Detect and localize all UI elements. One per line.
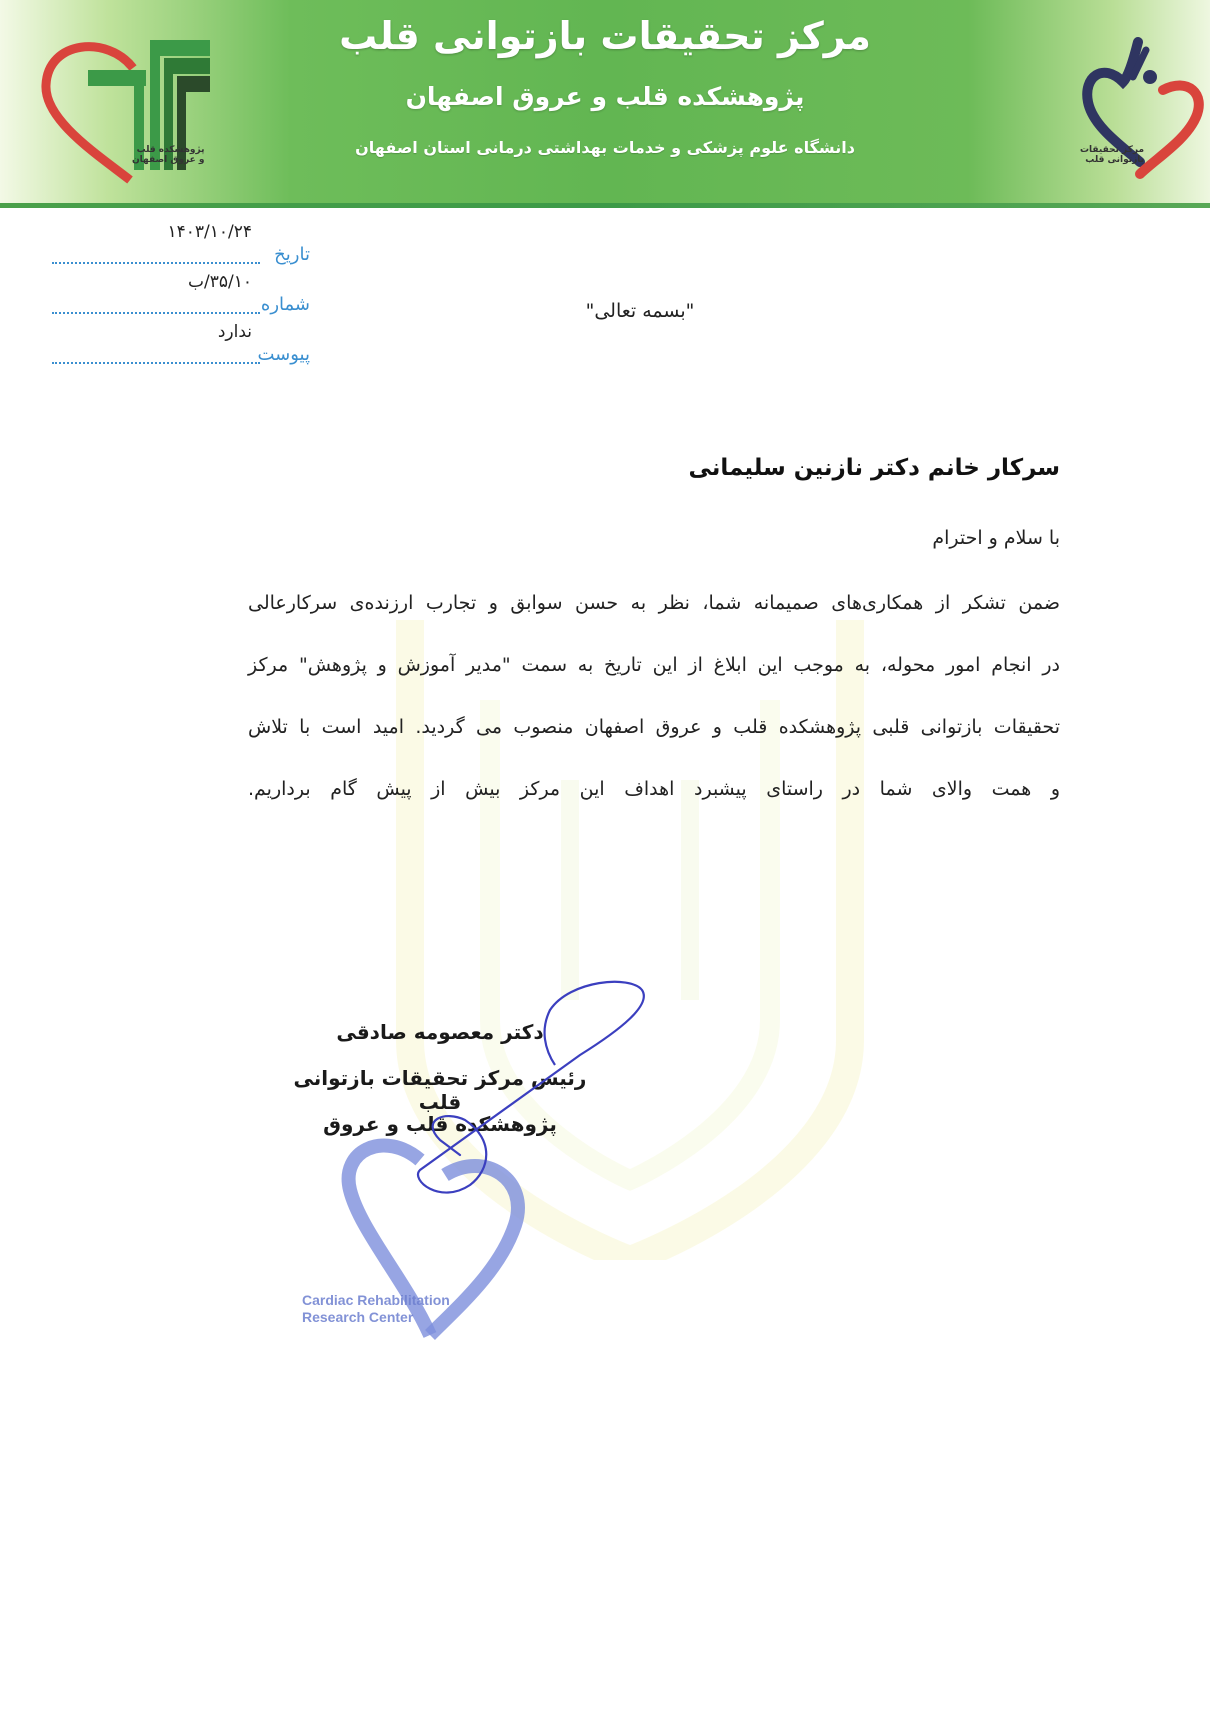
number-value: ۳۵/۱۰/ب	[188, 272, 252, 292]
isfahan-cardiovascular-institute-logo-icon	[38, 30, 218, 190]
attachment-dotted-line	[52, 362, 260, 364]
letter-body	[248, 580, 1060, 828]
right-logo-caption: مرکز تحقیقات بازتوانی قلب	[1080, 145, 1145, 165]
attachment-field	[52, 322, 312, 372]
letterhead-banner	[0, 0, 1210, 205]
signatory-organization: پژوهشکده قلب و عروق	[323, 1112, 557, 1136]
university-name: دانشگاه علوم پزشکی و خدمات بهداشتی درمانی استان اصفهان	[355, 138, 855, 157]
number-field	[52, 272, 312, 322]
body-line: تحقیقات بازتوانی قلبی پژوهشکده قلب و عروق اصفهان منصوب می گردید. امید است با تلاش	[248, 716, 1060, 738]
institute-subtitle: پژوهشکده قلب و عروق اصفهان	[405, 82, 805, 111]
center-name-title: مرکز تحقیقات بازتوانی قلب	[339, 14, 871, 58]
signatory-title: رئیس مرکز تحقیقات بازتوانی قلب	[293, 1066, 587, 1114]
left-logo-caption: پژوهشکده قلب و عروق اصفهان	[132, 145, 205, 165]
attachment-value: ندارد	[217, 322, 252, 342]
handwritten-signature	[380, 970, 700, 1230]
letter-meta	[52, 222, 312, 372]
date-field	[52, 222, 312, 272]
salutation: با سلام و احترام	[932, 527, 1060, 549]
attachment-label: پیوست	[257, 344, 310, 365]
body-line: در انجام امور محوله، به موجب این ابلاغ از این تاریخ به سمت "مدیر آموزش و پژوهش" مرکز	[248, 654, 1060, 676]
date-value: ۱۴۰۳/۱۰/۲۴	[167, 222, 252, 242]
signatory-name: دکتر معصومه صادقی	[336, 1020, 544, 1044]
stamp-caption: Cardiac Rehabilitation Research Center	[302, 1292, 450, 1325]
date-label: تاریخ	[274, 244, 310, 265]
body-line: و همت والای شما در راستای پیشبرد اهداف این مرکز بیش از پیش گام برداریم.	[248, 778, 1060, 800]
bismillah-heading: "بسمه تعالی"	[585, 300, 695, 322]
date-dotted-line	[52, 262, 260, 264]
header-divider	[0, 203, 1210, 208]
body-line: ضمن تشکر از همکاری‌های صمیمانه شما، نظر به حسن سوابق و تجارب ارزنده‌ی سرکارعالی	[248, 592, 1060, 614]
recipient-name: سرکار خانم دکتر نازنین سلیمانی	[688, 455, 1060, 481]
number-dotted-line	[52, 312, 260, 314]
number-label: شماره	[260, 294, 310, 315]
